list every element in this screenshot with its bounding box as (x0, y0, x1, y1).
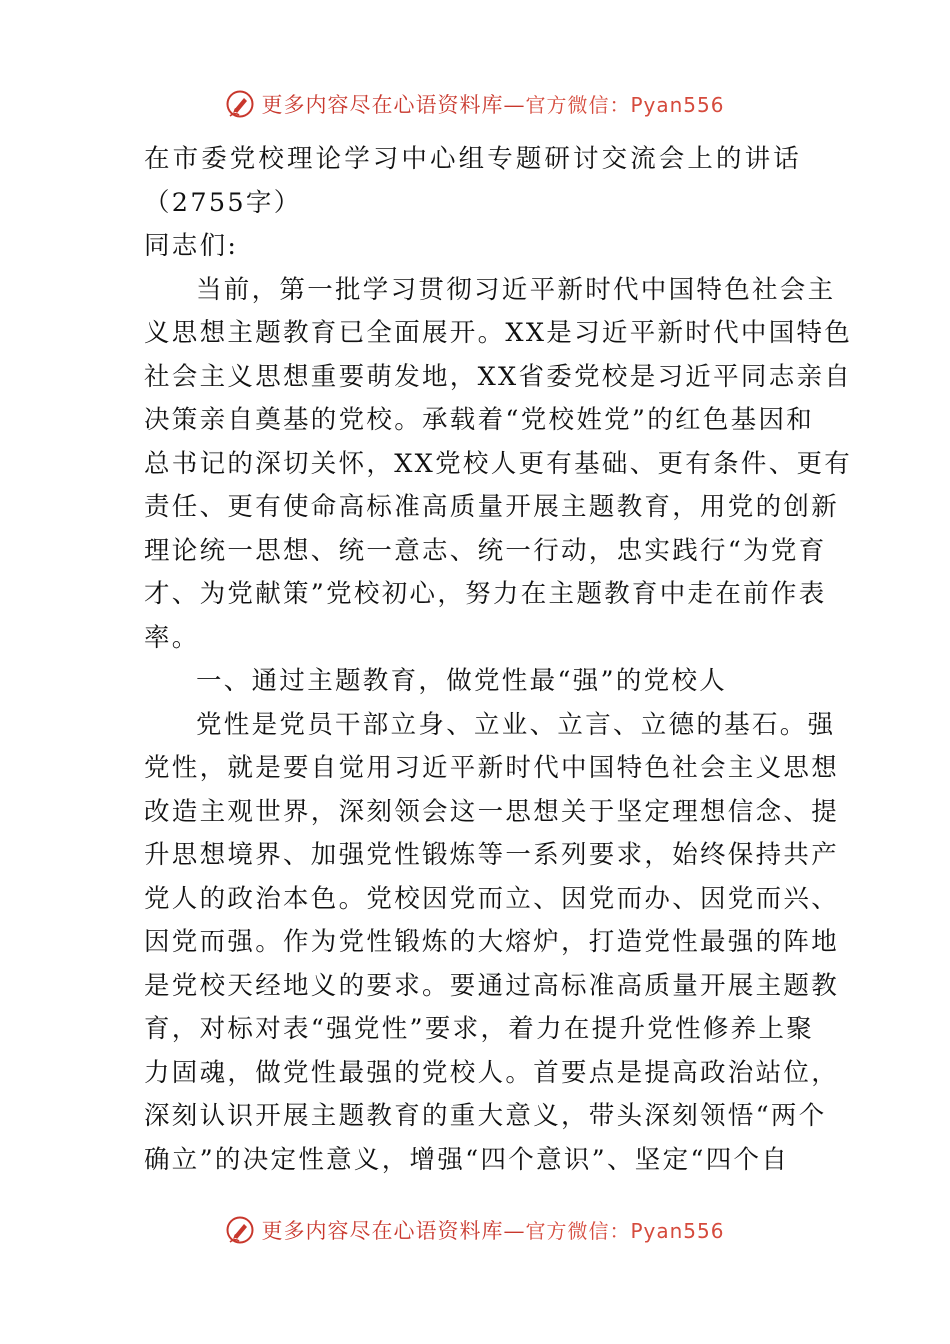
banner-dash: — (503, 93, 526, 117)
paragraph-line: 力固魂，做党性最强的党校人。首要点是提高政治站位， (144, 1057, 840, 1088)
pen-seal-icon (225, 1215, 255, 1245)
document-word-count: （2755字） (144, 187, 302, 218)
paragraph-line: 社会主义思想重要萌发地，XX省委党校是习近平同志亲自 (144, 361, 853, 392)
paragraph-line: 才、为党献策”党校初心，努力在主题教育中走在前作表 (144, 579, 827, 609)
paragraph-line: 义思想主题教育已全面展开。XX是习近平新时代中国特色 (144, 318, 853, 348)
banner-site-name: 更多内容尽在心语资料库 (261, 93, 504, 117)
paragraph-line: 确立”的决定性意义，增强“四个意识”、坚定“四个自 (144, 1144, 790, 1175)
paragraph-line: 因党而强。作为党性锻炼的大熔炉，打造党性最强的阵地 (144, 927, 840, 957)
paragraph-line: 深刻认识开展主题教育的重大意义，带头深刻领悟“两个 (144, 1101, 827, 1131)
paragraph-line: 升思想境界、加强党性锻炼等一系列要求，始终保持共产 (144, 840, 840, 870)
paragraph-line: 党性，就是要自觉用习近平新时代中国特色社会主义思想 (144, 753, 840, 783)
footer-banner (0, 1210, 950, 1250)
paragraph-line: 党性是党员干部立身、立业、立言、立德的基石。强 (196, 709, 836, 740)
banner-text (261, 89, 724, 119)
document-body (144, 138, 853, 1182)
pen-seal-icon (225, 89, 255, 119)
paragraph-line: 率。 (144, 622, 200, 653)
paragraph-line: 当前，第一批学习贯彻习近平新时代中国特色社会主 (196, 274, 836, 305)
paragraph-line: 改造主观世界，深刻领会这一思想关于坚定理想信念、提 (144, 796, 840, 827)
section-heading: 一、通过主题教育，做党性最“强”的党校人 (196, 666, 728, 696)
paragraph-line: 总书记的深切关怀，XX党校人更有基础、更有条件、更有 (144, 448, 853, 479)
paragraph-line: 决策亲自奠基的党校。承载着“党校姓党”的红色基因和 (144, 405, 815, 435)
paragraph-line: 责任、更有使命高标准高质量开展主题教育，用党的创新 (144, 492, 840, 522)
banner-text (261, 1215, 724, 1245)
banner-wechat: 官方微信：Pyan556 (525, 1219, 725, 1243)
banner-dash: — (503, 1219, 526, 1243)
paragraph-line: 党人的政治本色。党校因党而立、因党而办、因党而兴、 (144, 883, 840, 914)
header-banner (0, 84, 950, 124)
paragraph-line: 育，对标对表“强党性”要求，着力在提升党性修养上聚 (144, 1014, 815, 1044)
banner-site-name: 更多内容尽在心语资料库 (261, 1219, 504, 1243)
paragraph-line: 理论统一思想、统一意志、统一行动，忠实践行“为党育 (144, 535, 827, 566)
salutation: 同志们: (144, 231, 239, 261)
banner-wechat: 官方微信：Pyan556 (525, 93, 725, 117)
paragraph-line: 是党校天经地义的要求。要通过高标准高质量开展主题教 (144, 970, 840, 1001)
document-title: 在市委党校理论学习中心组专题研讨交流会上的讲话 (144, 144, 802, 174)
